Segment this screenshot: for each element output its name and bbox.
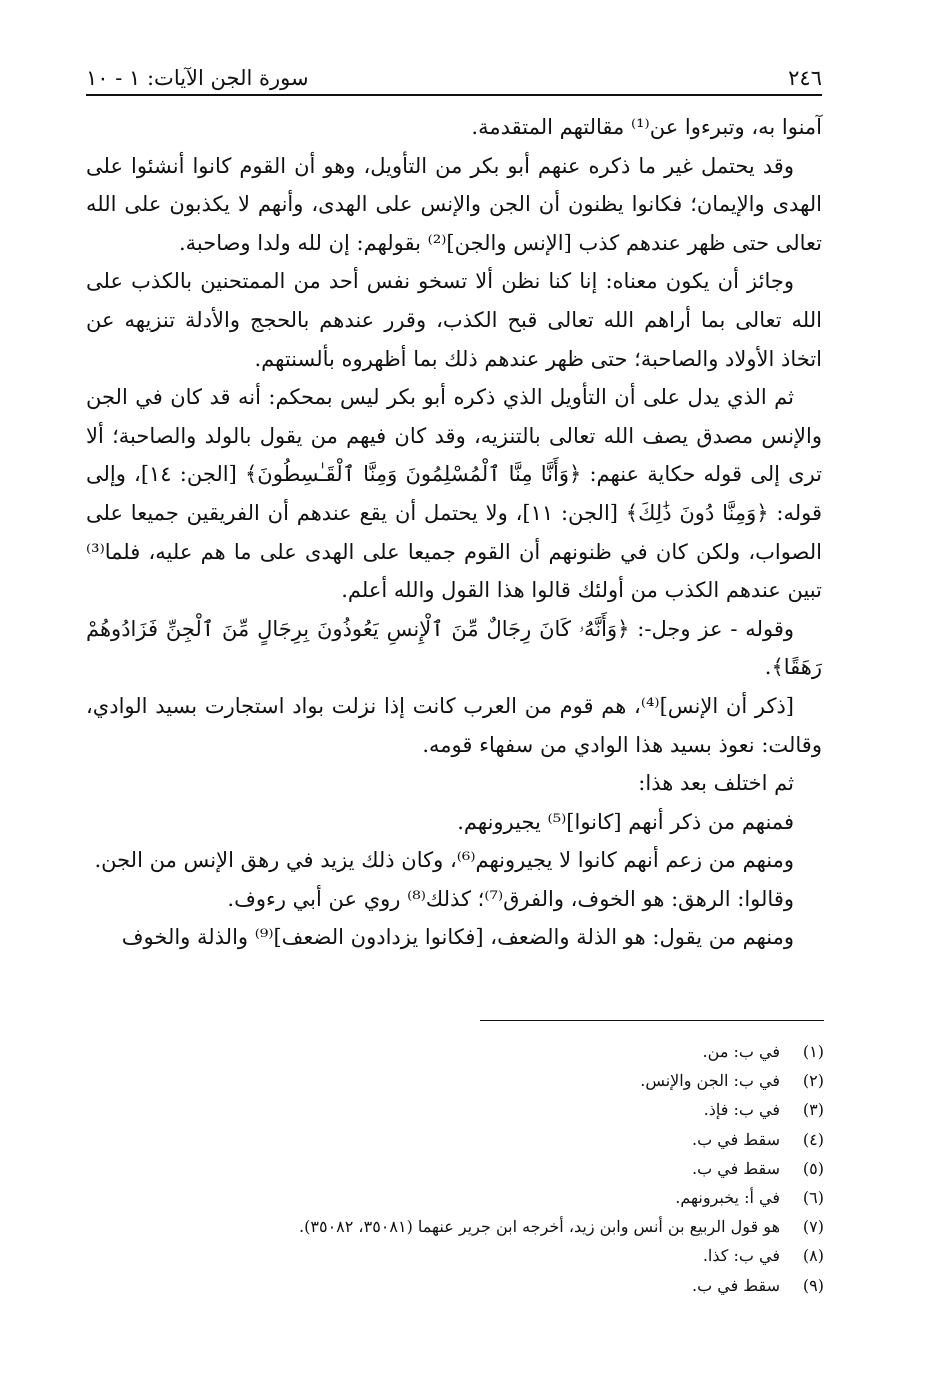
footnote-text: سقط في ب. bbox=[692, 1275, 780, 1295]
paragraph: وقد يحتمل غير ما ذكره عنهم أبو بكر من التأويل، وهو أن القوم كانوا أنشئوا على الهدى والإيمان؛ فكانوا يظنون أن الجن والإنس على الهدى، وأنهم لا يكذبون على الله تعالى حتى ظهر عندهم كذب [الإنس والجن]⁽²⁾ بقولهم: إن لله ولدا وصاحبة. bbox=[86, 153, 822, 255]
footnote-item bbox=[124, 1037, 824, 1066]
footnote-item bbox=[124, 1212, 824, 1241]
footnote-item bbox=[124, 1183, 824, 1212]
page-header bbox=[86, 52, 822, 90]
footnote-text: سقط في ب. bbox=[692, 1158, 780, 1178]
header-divider bbox=[86, 94, 822, 96]
paragraph: آمنوا به، وتبرءوا عن⁽¹⁾ مقالتهم المتقدمة. bbox=[471, 115, 822, 139]
footnote-number: (٤) bbox=[802, 1129, 824, 1149]
paragraph: [ذكر أن الإنس]⁽⁴⁾، هم قوم من العرب كانت إذا نزلت بواد استجارت بسيد الوادي، وقالت: نعوذ بسيد هذا الوادي من سفهاء قومه. bbox=[86, 693, 822, 757]
footnote-item bbox=[124, 1125, 824, 1154]
footnote-item bbox=[124, 1066, 824, 1095]
footnote-item bbox=[124, 1241, 824, 1270]
paragraph: ومنهم من يقول: هو الذلة والضعف، [فكانوا يزدادون الضعف]⁽⁹⁾ والذلة والخوف bbox=[121, 925, 794, 950]
paragraph: وقالوا: الرهق: هو الخوف، والفرق⁽⁷⁾؛ كذلك⁽⁸⁾ روي عن أبي رءوف. bbox=[227, 886, 794, 911]
page-number: ٢٤٦ bbox=[788, 66, 822, 90]
footnote-number: (٨) bbox=[802, 1246, 824, 1266]
paragraph: وجائز أن يكون معناه: إنا كنا نظن ألا تسخو نفس أحد من الممتحنين بالكذب على الله تعالى بما أراهم الله تعالى قبح الكذب، وقرر عندهم بالحجج والأدلة تنزيهه عن اتخاذ الأولاد والصاحبة؛ حتى ظهر عندهم ذلك بما أظهروه بألسنتهم. bbox=[86, 269, 822, 371]
paragraph: ومنهم من زعم أنهم كانوا لا يجيرونهم⁽⁶⁾، وكان ذلك يزيد في رهق الإنس من الجن. bbox=[94, 848, 794, 873]
footnote-number: (٣) bbox=[802, 1100, 824, 1120]
footnote-text: هو قول الربيع بن أنس وابن زيد، أخرجه ابن جرير عنهما (٣٥٠٨١، ٣٥٠٨٢). bbox=[299, 1217, 780, 1237]
footnotes bbox=[124, 1037, 824, 1300]
footnote-number: (١) bbox=[802, 1042, 824, 1061]
footnote-item bbox=[124, 1271, 824, 1300]
paragraph: فمنهم من ذكر أنهم [كانوا]⁽⁵⁾ يجيرونهم. bbox=[457, 809, 794, 834]
footnote-text: سقط في ب. bbox=[692, 1129, 780, 1149]
footnote-text: في ب: فإذ. bbox=[703, 1100, 780, 1120]
footnote-text: في أ: يخبرونهم. bbox=[675, 1188, 780, 1208]
paragraph: ثم الذي يدل على أن التأويل الذي ذكره أبو بكر ليس بمحكم: أنه قد كان في الجن والإنس مصدق يصف الله تعالى بالتنزيه، وقد كان فيهم من يقول بالولد والصاحبة؛ ألا ترى إلى قوله حكاية عنهم: ﴿وَأَنَّا مِنَّا ٱلْمُسْلِمُونَ وَمِنَّا ٱلْقَـٰسِطُونَ﴾ [الجن: ١٤]، وإلى قوله: ﴿وَمِنَّا دُونَ ذَٰلِكَ﴾ [الجن: ١١]، ولا يحتمل أن يقع عندهم أن الفريقين جميعا على الصواب، ولكن كان في ظنونهم أن القوم جميعا على الهدى على ما هم عليه، فلما⁽³⁾ تبين عندهم الكذب من أولئك قالوا هذا القول والله أعلم. bbox=[86, 385, 822, 603]
footnote-number: (٥) bbox=[802, 1158, 824, 1178]
footnote-text: في ب: من. bbox=[702, 1042, 780, 1061]
footnote-number: (٢) bbox=[802, 1071, 824, 1091]
footnote-number: (٦) bbox=[802, 1188, 824, 1208]
footnote-divider bbox=[480, 1020, 824, 1021]
running-title: سورة الجن الآيات: ١ - ١٠ bbox=[86, 66, 309, 90]
footnote-number: (٩) bbox=[802, 1275, 824, 1295]
footnote-item bbox=[124, 1154, 824, 1183]
footnote-number: (٧) bbox=[802, 1217, 824, 1237]
paragraph: وقوله - عز وجل-: ﴿وَأَنَّهُۥ كَانَ رِجَالٌ مِّنَ ٱلْإِنسِ يَعُوذُونَ بِرِجَالٍ مِّنَ ٱلْجِنِّ فَزَادُوهُمْ رَهَقًا﴾. bbox=[86, 616, 822, 680]
footnote-text: في ب: الجن والإنس. bbox=[640, 1071, 780, 1091]
paragraph: ثم اختلف بعد هذا: bbox=[638, 771, 794, 796]
main-text bbox=[86, 108, 822, 957]
footnote-text: في ب: كذا. bbox=[702, 1246, 780, 1266]
footnote-item bbox=[124, 1095, 824, 1124]
